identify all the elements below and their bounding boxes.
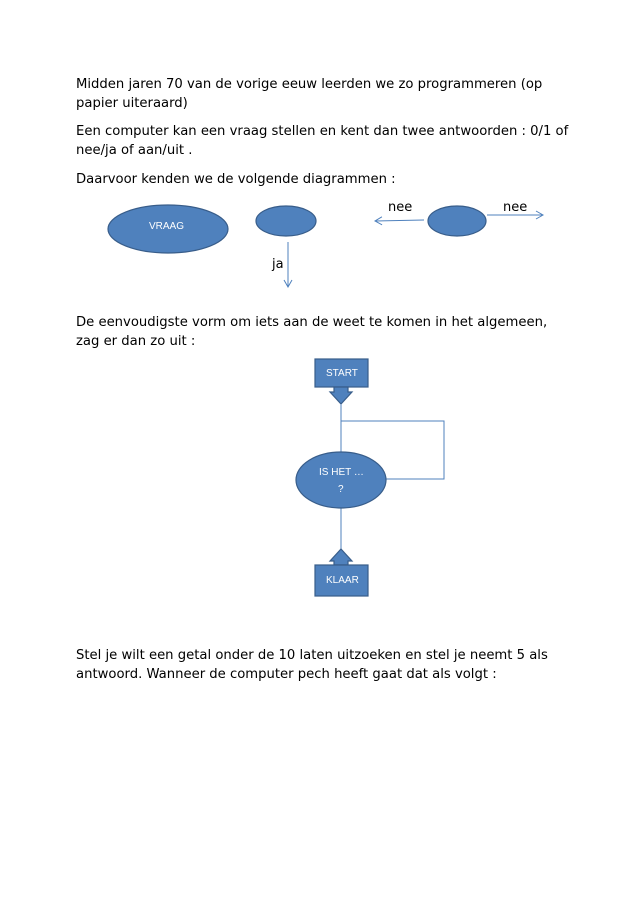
- text-line: zag er dan zo uit :: [76, 334, 196, 349]
- text-line: papier uiteraard): [76, 96, 188, 111]
- vraag-shape: [108, 205, 228, 253]
- vraag-label: VRAAG: [149, 221, 185, 232]
- question-label-line2: ?: [338, 484, 344, 495]
- text-line: antwoord. Wanneer de computer pech heeft gaat dat als volgt :: [76, 667, 497, 682]
- ja-decision: [256, 206, 316, 287]
- nee-ellipse: [428, 206, 486, 236]
- start-down-arrow: [330, 387, 352, 404]
- text-line: De eenvoudigste vorm om iets aan de weet te komen in het algemeen,: [76, 315, 548, 330]
- text-line: nee/ja of aan/uit .: [76, 143, 193, 158]
- ja-ellipse: [256, 206, 316, 236]
- klaar-up-arrow: [330, 549, 352, 565]
- nee-left-arrow: [375, 220, 424, 221]
- nee-decision: [375, 200, 543, 236]
- ja-label: ja: [272, 257, 284, 272]
- nee-left-label: nee: [388, 200, 413, 215]
- question-ellipse: [296, 452, 386, 508]
- text-line: Een computer kan een vraag stellen en kent dan twee antwoorden : 0/1 of: [76, 124, 569, 139]
- text-line: Daarvoor kenden we de volgende diagrammen :: [76, 172, 396, 187]
- klaar-label: KLAAR: [326, 575, 359, 586]
- flowchart: [296, 359, 444, 596]
- text-line: Stel je wilt een getal onder de 10 laten uitzoeken en stel je neemt 5 als: [76, 648, 548, 663]
- start-label: START: [326, 368, 358, 379]
- question-label-line1: IS HET …: [319, 467, 364, 478]
- text-line: Midden jaren 70 van de vorige eeuw leerden we zo programmeren (op: [76, 77, 543, 92]
- nee-right-label: nee: [503, 200, 528, 215]
